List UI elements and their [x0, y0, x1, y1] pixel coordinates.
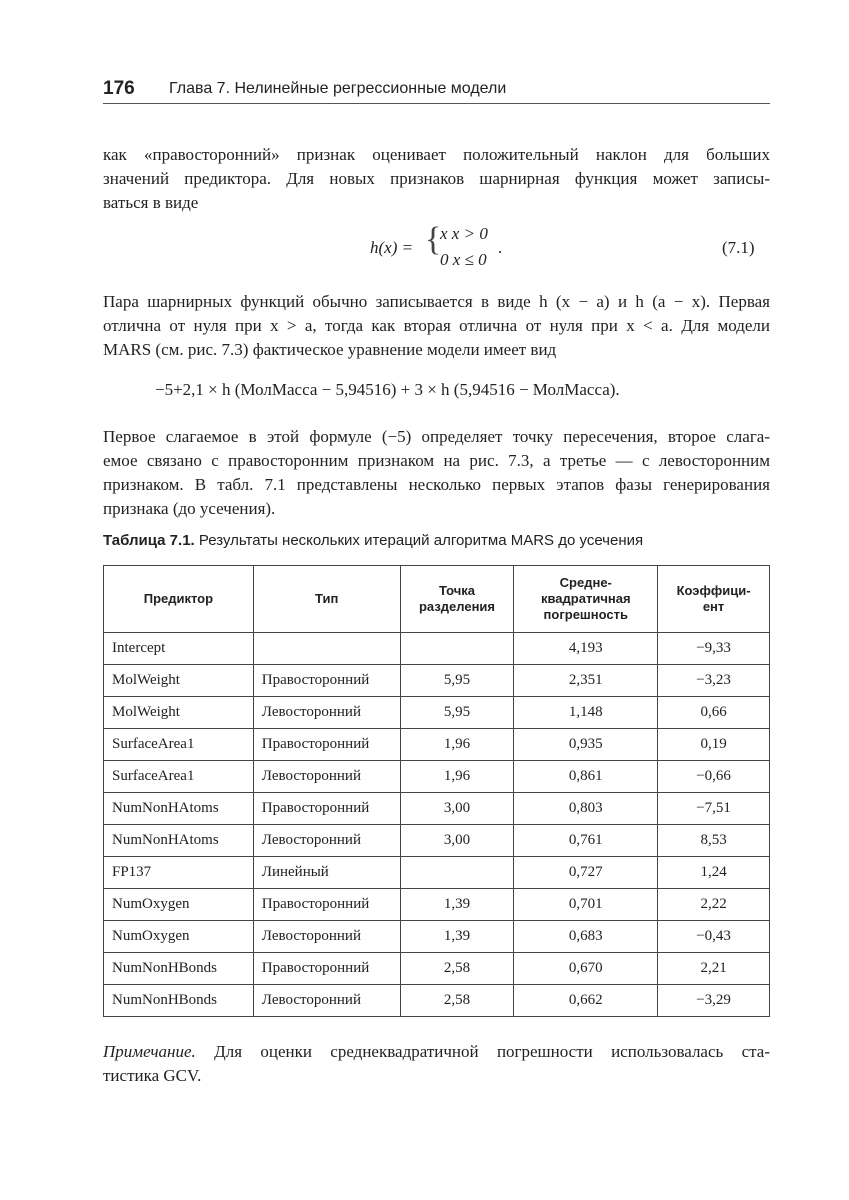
- table-cell: [400, 633, 514, 665]
- table-cell: NumOxygen: [104, 921, 254, 953]
- table-cell: NumNonHAtoms: [104, 825, 254, 857]
- text-line: емое связано с правосторонним признаком на рис. 7.3, а третье — с левосторонним: [103, 451, 770, 470]
- page-number: 176: [103, 78, 135, 99]
- table-cell: Левосторонний: [253, 761, 400, 793]
- table-cell: Левосторонний: [253, 921, 400, 953]
- table-cell: NumNonHBonds: [104, 985, 254, 1017]
- table-cell: −3,23: [658, 665, 770, 697]
- table-cell: 1,148: [514, 697, 658, 729]
- table-cell: Линейный: [253, 857, 400, 889]
- text-line: тистика GCV.: [103, 1066, 202, 1085]
- equation-number: (7.1): [722, 238, 755, 257]
- paragraph-3: [103, 425, 770, 521]
- eq-dot: .: [498, 238, 503, 257]
- paragraph-1: [103, 143, 770, 215]
- table-cell: 0,670: [514, 953, 658, 985]
- table-cell: 0,662: [514, 985, 658, 1017]
- table-cell: 2,21: [658, 953, 770, 985]
- table-cell: 5,95: [400, 665, 514, 697]
- table-cell: [253, 633, 400, 665]
- text-line: признаком. В табл. 7.1 представлены несколько первых этапов фазы генерирования: [103, 475, 770, 494]
- text-line: Для оценки среднеквадратичной погрешности использовалась ста-: [195, 1042, 770, 1061]
- table-cell: 0,683: [514, 921, 658, 953]
- table-cell: 2,58: [400, 953, 514, 985]
- brace: {: [425, 221, 442, 258]
- table-cell: 0,803: [514, 793, 658, 825]
- column-header: Предиктор: [104, 566, 254, 633]
- table-cell: Правосторонний: [253, 889, 400, 921]
- column-header: Точка разделения: [400, 566, 514, 633]
- table-cell: Правосторонний: [253, 953, 400, 985]
- table-row: [104, 889, 770, 921]
- text-line: MARS (см. рис. 7.3) фактическое уравнение модели имеет вид: [103, 340, 557, 359]
- table-cell: 1,96: [400, 761, 514, 793]
- table-cell: Левосторонний: [253, 985, 400, 1017]
- table-cell: Intercept: [104, 633, 254, 665]
- text-line: отлична от нуля при x > a, тогда как вторая отлична от нуля при x < a. Для модели: [103, 316, 770, 335]
- table-cell: 4,193: [514, 633, 658, 665]
- table-cell: 2,22: [658, 889, 770, 921]
- table-row: [104, 921, 770, 953]
- text-line: признака (до усечения).: [103, 499, 276, 518]
- table-cell: 5,95: [400, 697, 514, 729]
- table-cell: 1,96: [400, 729, 514, 761]
- table-row: [104, 825, 770, 857]
- table-cell: 1,24: [658, 857, 770, 889]
- table-row: [104, 793, 770, 825]
- text-line: Первое слагаемое в этой формуле (−5) определяет точку пересечения, второе слага-: [103, 427, 770, 446]
- mars-model-equation: −5+2,1 × h (МолМасса − 5,94516) + 3 × h (5,94516 − МолМасса).: [155, 380, 620, 399]
- table-cell: 0,701: [514, 889, 658, 921]
- running-header: [103, 76, 770, 104]
- table-cell: 2,351: [514, 665, 658, 697]
- text-line: ваться в виде: [103, 193, 199, 212]
- table-cell: −7,51: [658, 793, 770, 825]
- eq-case-1: x x > 0: [440, 224, 488, 243]
- caption-label: Таблица 7.1.: [103, 532, 195, 549]
- table-row: [104, 953, 770, 985]
- text-line: значений предиктора. Для новых признаков шарнирная функция может записы-: [103, 169, 770, 188]
- table-row: [104, 985, 770, 1017]
- table-row: [104, 761, 770, 793]
- column-header: Тип: [253, 566, 400, 633]
- table-row: [104, 665, 770, 697]
- table-cell: 1,39: [400, 889, 514, 921]
- table-cell: MolWeight: [104, 665, 254, 697]
- table-cell: MolWeight: [104, 697, 254, 729]
- paragraph-2: [103, 290, 770, 362]
- chapter-title: Глава 7. Нелинейные регрессионные модели: [169, 80, 507, 97]
- table-cell: 8,53: [658, 825, 770, 857]
- text-line: Пара шарнирных функций обычно записывается в виде h (x − a) и h (a − x). Первая: [103, 292, 770, 311]
- table-cell: 0,761: [514, 825, 658, 857]
- column-header: Коэффици-ент: [658, 566, 770, 633]
- table-cell: 2,58: [400, 985, 514, 1017]
- note-label: Примечание.: [103, 1042, 196, 1061]
- caption-text: Результаты нескольких итераций алгоритма MARS до усечения: [194, 532, 644, 549]
- table-cell: 1,39: [400, 921, 514, 953]
- table-row: [104, 729, 770, 761]
- table-cell: SurfaceArea1: [104, 729, 254, 761]
- table-row: [104, 697, 770, 729]
- eq-lhs: h(x) =: [370, 238, 414, 257]
- table-cell: 0,727: [514, 857, 658, 889]
- table-cell: 0,19: [658, 729, 770, 761]
- table-cell: FP137: [104, 857, 254, 889]
- table-cell: −0,66: [658, 761, 770, 793]
- table-cell: 0,66: [658, 697, 770, 729]
- table-cell: −3,29: [658, 985, 770, 1017]
- table-caption: [103, 532, 643, 549]
- table-row: [104, 857, 770, 889]
- table-cell: Правосторонний: [253, 729, 400, 761]
- table-cell: SurfaceArea1: [104, 761, 254, 793]
- table-cell: 3,00: [400, 825, 514, 857]
- table-cell: NumNonHAtoms: [104, 793, 254, 825]
- table-cell: Правосторонний: [253, 665, 400, 697]
- eq-case-2: 0 x ≤ 0: [440, 250, 487, 269]
- table-cell: Левосторонний: [253, 825, 400, 857]
- table-cell: −9,33: [658, 633, 770, 665]
- table-cell: NumOxygen: [104, 889, 254, 921]
- column-header: Средне-квадратичная погрешность: [514, 566, 658, 633]
- table-cell: NumNonHBonds: [104, 953, 254, 985]
- table-note: [103, 1040, 770, 1088]
- table-cell: Правосторонний: [253, 793, 400, 825]
- table-cell: 3,00: [400, 793, 514, 825]
- table-cell: 0,861: [514, 761, 658, 793]
- table-row: [104, 633, 770, 665]
- table-cell: [400, 857, 514, 889]
- table-cell: −0,43: [658, 921, 770, 953]
- table-cell: Левосторонний: [253, 697, 400, 729]
- table-cell: 0,935: [514, 729, 658, 761]
- text-line: как «правосторонний» признак оценивает положительный наклон для больших: [103, 145, 770, 164]
- mars-iterations-table: [103, 565, 770, 1017]
